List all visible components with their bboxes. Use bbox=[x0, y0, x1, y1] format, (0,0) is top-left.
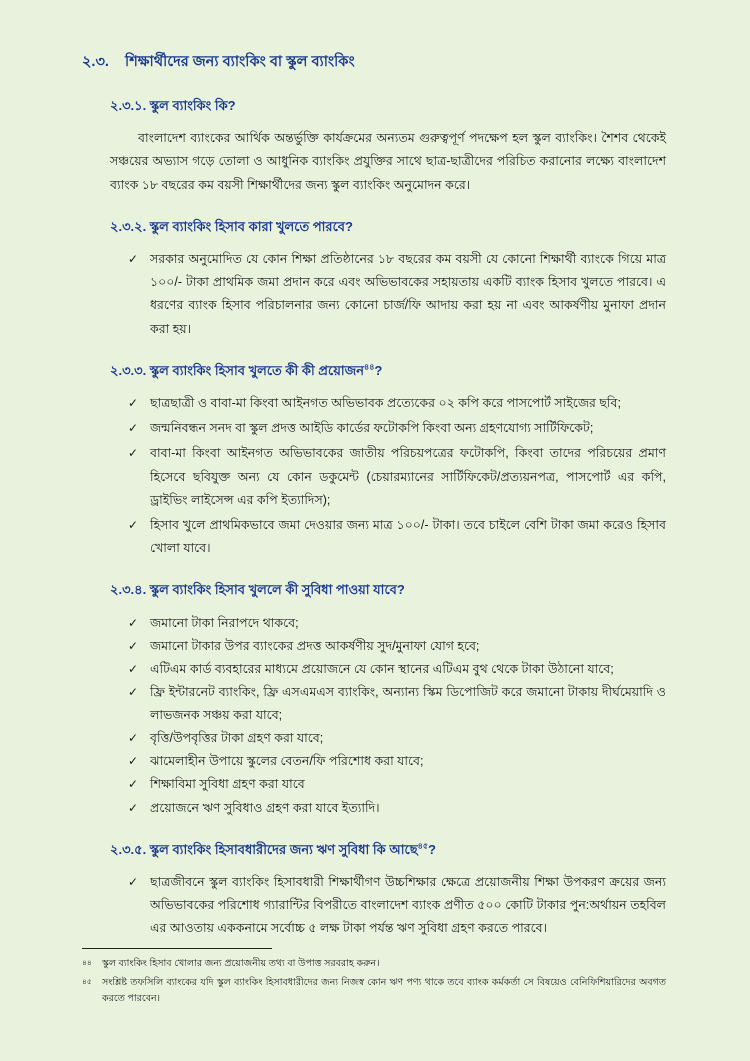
section-title-text: শিক্ষার্থীদের জন্য ব্যাংকিং বা স্কুল ব্যাংকিং bbox=[125, 54, 355, 70]
footnote-divider bbox=[82, 948, 272, 949]
subsection-heading-5 bbox=[82, 840, 666, 860]
list-item-text: হিসাব খুলে প্রাথমিকভাবে জমা দেওয়ার জন্য মাত্র ১০০/- টাকা। তবে চাইলে বেশি টাকা জমা করেও হিসাব খোলা যাবে। bbox=[150, 517, 666, 555]
list-item bbox=[128, 635, 666, 658]
check-icon: ✓ bbox=[128, 754, 139, 769]
list-item-text: ফ্রি ইন্টারনেট ব্যাংকিং, ফ্রি এসএমএস ব্যাংকিং, অন্যান্য স্কিম ডিপোজিট করে জমানো টাকায় দীর্ঘমেয়াদি ও লাভজনক সঞ্চয় করা যাবে; bbox=[150, 684, 666, 722]
subsection-heading-4: ২.৩.৪. স্কুল ব্যাংকিং হিসাব খুললে কী সুবিধা পাওয়া যাবে? bbox=[110, 582, 405, 597]
list-item-text: জন্মনিবন্ধন সনদ বা স্কুল প্রদত্ত আইডি কার্ডের ফটোকপি কিংবা অন্য গ্রহণযোগ্য সার্টিফিকেট; bbox=[150, 421, 594, 436]
subsection-heading-5-text: ২.৩.৫. স্কুল ব্যাংকিং হিসাবধারীদের জন্য ঋণ সুবিধা কি আছে bbox=[110, 841, 418, 857]
footnote-number: ৪৫ bbox=[82, 976, 92, 986]
check-icon: ✓ bbox=[128, 421, 139, 436]
list-item bbox=[128, 797, 666, 820]
list-item bbox=[128, 612, 666, 635]
list-item-text: শিক্ষাবিমা সুবিধা গ্রহণ করা যাবে bbox=[150, 777, 305, 792]
subsection-paragraph-1: বাংলাদেশ ব্যাংকের আর্থিক অন্তর্ভুক্তি কার্যক্রমের অন্যতম গুরুত্বপূর্ণ পদক্ষেপ হল স্কুল ব্যাংকিং। শৈশব থেকেই সঞ্চয়ের অভ্যাস গড়ে তোলা ও আধুনিক ব্যাংকিং প্রযুক্তির সাথে ছাত্র-ছাত্রীদের পরিচিত করানোর লক্ষ্যে বাংলাদেশ ব্যাংক ১৮ বছরের কম বয়সী শিক্ষার্থীদের জন্য স্কুল ব্যাংকিং অনুমোদন করে। bbox=[110, 131, 666, 192]
list-item-text: ঝামেলাহীন উপায়ে স্কুলের বেতন/ফি পরিশোধ করা যাবে; bbox=[150, 754, 424, 769]
subsection-heading-5-suffix: ? bbox=[428, 841, 436, 857]
section-number: ২.৩. bbox=[82, 54, 109, 70]
subsection-list-5 bbox=[82, 871, 666, 940]
list-item bbox=[128, 248, 666, 341]
page-title bbox=[82, 52, 666, 74]
list-item bbox=[128, 442, 666, 511]
check-icon: ✓ bbox=[128, 615, 139, 630]
footnote-44 bbox=[82, 956, 666, 973]
list-item-text: জমানো টাকা নিরাপদে থাকবে; bbox=[150, 615, 299, 630]
footnote-text: সংশ্লিষ্ট তফসিলি ব্যাংকের যদি স্কুল ব্যাংকিং হিসাবধারীদের জন্য নিজস্ব কোন ঋণ পণ্য থাকে তবে ব্যাংক কর্মকর্তা সে বিষয়েও বেনিফিশিয়ারিদের অবগত করতে পারবেন। bbox=[102, 976, 666, 1005]
page-content bbox=[82, 52, 666, 961]
list-item bbox=[128, 727, 666, 750]
subsection-list-4 bbox=[82, 612, 666, 820]
list-item-text: জমানো টাকার উপর ব্যাংকের প্রদত্ত আকর্ষণীয় সুদ/মুনাফা যোগ হবে; bbox=[150, 638, 480, 653]
list-item-text: বৃত্তি/উপবৃত্তির টাকা গ্রহণ করা যাবে; bbox=[150, 731, 324, 746]
list-item bbox=[128, 871, 666, 940]
subsection-heading-3-text: ২.৩.৩. স্কুল ব্যাংকিং হিসাব খুলতে কী কী প্রয়োজন bbox=[110, 362, 365, 378]
list-item bbox=[128, 681, 666, 727]
check-icon: ✓ bbox=[128, 661, 139, 676]
list-item bbox=[128, 773, 666, 796]
check-icon: ✓ bbox=[128, 517, 139, 532]
list-item bbox=[128, 750, 666, 773]
footnote-area bbox=[82, 948, 666, 1010]
check-icon: ✓ bbox=[128, 800, 139, 815]
subsection-heading-3 bbox=[82, 361, 666, 381]
list-item-text: প্রয়োজনে ঋণ সুবিধাও গ্রহণ করা যাবে ইত্যাদি। bbox=[150, 800, 380, 815]
footnote-marker-44: ৪৪ bbox=[364, 362, 375, 372]
subsection-list-2 bbox=[82, 248, 666, 341]
footnote-45 bbox=[82, 975, 666, 1008]
subsection-heading-3-suffix: ? bbox=[374, 362, 383, 378]
check-icon: ✓ bbox=[128, 731, 139, 746]
list-item bbox=[128, 514, 666, 560]
check-icon: ✓ bbox=[128, 396, 139, 411]
check-icon: ✓ bbox=[128, 252, 139, 267]
check-icon: ✓ bbox=[128, 638, 139, 653]
list-item bbox=[128, 417, 666, 440]
list-item-text: সরকার অনুমোদিত যে কোন শিক্ষা প্রতিষ্ঠানের ১৮ বছরের কম বয়সী যে কোনো শিক্ষার্থী ব্যাংকে গিয়ে মাত্র ১০০/- টাকা প্রাথমিক জমা প্রদান করে এবং অভিভাবকের সহায়তায় একটি ব্যাংক হিসাব খুলতে পারবে। এ ধরণের ব্যাংক হিসাব পরিচালনার জন্য কোনো চার্জ/ফি আদায় করা হয় না এবং আকর্ষণীয় মুনাফা প্রদান করা হয়। bbox=[150, 252, 666, 336]
list-item bbox=[128, 392, 666, 415]
check-icon: ✓ bbox=[128, 875, 139, 890]
subsection-heading-2: ২.৩.২. স্কুল ব্যাংকিং হিসাব কারা খুলতে পারবে? bbox=[110, 218, 353, 234]
check-icon: ✓ bbox=[128, 684, 139, 699]
subsection-heading-1: ২.৩.১. স্কুল ব্যাংকিং কি? bbox=[110, 97, 236, 113]
footnote-marker-45: ৪৫ bbox=[417, 841, 429, 851]
subsection-list-3 bbox=[82, 392, 666, 560]
footnote-text: স্কুল ব্যাংকিং হিসাব খোলার জন্য প্রয়োজনীয় তথ্য বা উপাত্ত সরবরাহ করুন। bbox=[102, 958, 380, 969]
list-item-text: বাবা-মা কিংবা আইনগত অভিভাবকের জাতীয় পরিচয়পত্রের ফটোকপি, কিংবা তাদের পরিচয়ের প্রমাণ হিসেবে ছবিযুক্ত অন্য যে কোন ডকুমেন্ট (চেয়ারম্যানের সার্টিফিকেট/প্রত্যয়নপত্র, পাসপোর্ট এর কপি, ড্রাইভিং লাইসেন্স এর কপি ইত্যাদিস); bbox=[150, 446, 666, 507]
list-item-text: ছাত্রছাত্রী ও বাবা-মা কিংবা আইনগত অভিভাবক প্রত্যেকের ০২ কপি করে পাসপোর্ট সাইজের ছবি; bbox=[150, 396, 621, 411]
list-item-text: এটিএম কার্ড ব্যবহারের মাধ্যমে প্রয়োজনে যে কোন স্থানের এটিএম বুথ থেকে টাকা উঠানো যাবে; bbox=[150, 661, 614, 676]
list-item-text: ছাত্রজীবনে স্কুল ব্যাংকিং হিসাবধারী শিক্ষার্থীগণ উচ্চশিক্ষার ক্ষেত্রে প্রয়োজনীয় শিক্ষা উপকরণ ক্রয়ের জন্য অভিভাবকের পরিশোধ গ্যারান্টির বিপরীতে বাংলাদেশ ব্যাংক প্রণীত ৫০০ কোটি টাকার পুন:অর্থায়ন তহবিল এর আওতায় এককনামে সর্বোচ্চ ৫ লক্ষ টাকা পর্যন্ত ঋণ সুবিধা গ্রহণ করতে পারবে। bbox=[150, 875, 666, 936]
check-icon: ✓ bbox=[128, 777, 139, 792]
check-icon: ✓ bbox=[128, 446, 139, 461]
list-item bbox=[128, 658, 666, 681]
footnote-number: ৪৪ bbox=[82, 958, 92, 967]
